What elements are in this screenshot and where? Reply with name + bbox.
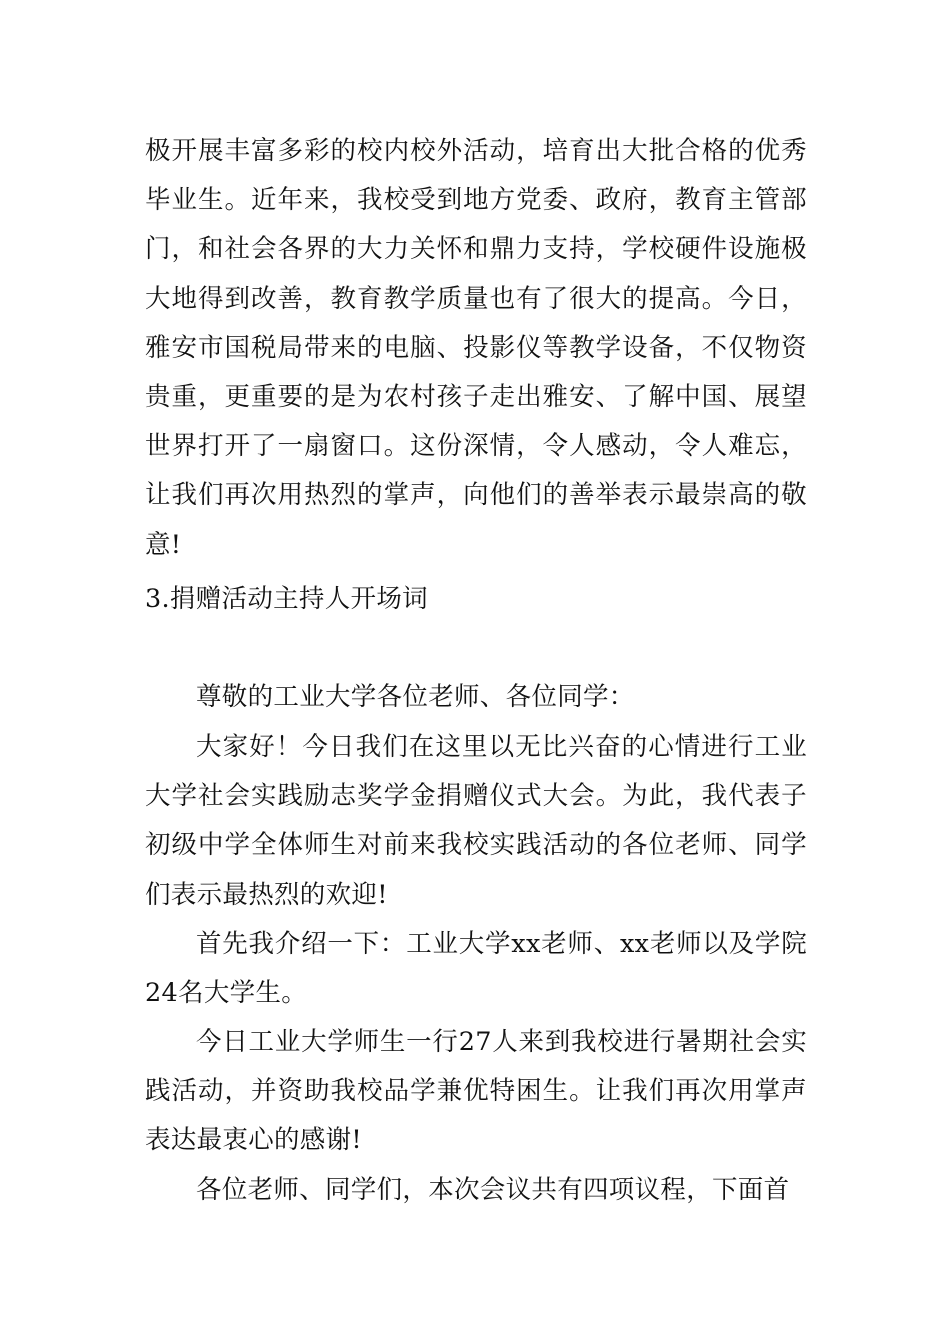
body-paragraph: 今日工业大学师生一行27人来到我校进行暑期社会实践活动，并资助我校品学兼优特困生。让我们再次用掌声表达最衷心的感谢! [145,1027,807,1156]
body-paragraph: 大家好！今日我们在这里以无比兴奋的心情进行工业大学社会实践励志奖学金捐赠仪式大会。为此，我代表子初级中学全体师生对前来我校实践活动的各位老师、同学们表示最热烈的欢迎! [145,732,807,910]
body-paragraph: 各位老师、同学们，本次会议共有四项议程，下面首 [196,1175,790,1205]
body-paragraph: 首先我介绍一下：工业大学xx老师、xx老师以及学院24名大学生。 [145,929,807,1009]
continuation-paragraph: 极开展丰富多彩的校内校外活动，培育出大批合格的优秀毕业生。近年来，我校受到地方党委、政府，教育主管部门，和社会各界的大力关怀和鼎力支持，学校硬件设施极大地得到改善，教育教学质量也有了很大的提高。今日，雅安市国税局带来的电脑、投影仪等教学设备，不仅物资贵重，更重要的是为农村孩子走出雅安、了解中国、展望世界打开了一扇窗口。这份深情，令人感动，令人难忘，让我们再次用热烈的掌声，向他们的善举表示最崇高的敬意! [145,136,807,560]
salutation: 尊敬的工业大学各位老师、各位同学： [196,682,635,712]
section-heading: 3.捐赠活动主持人开场词 [145,584,428,614]
